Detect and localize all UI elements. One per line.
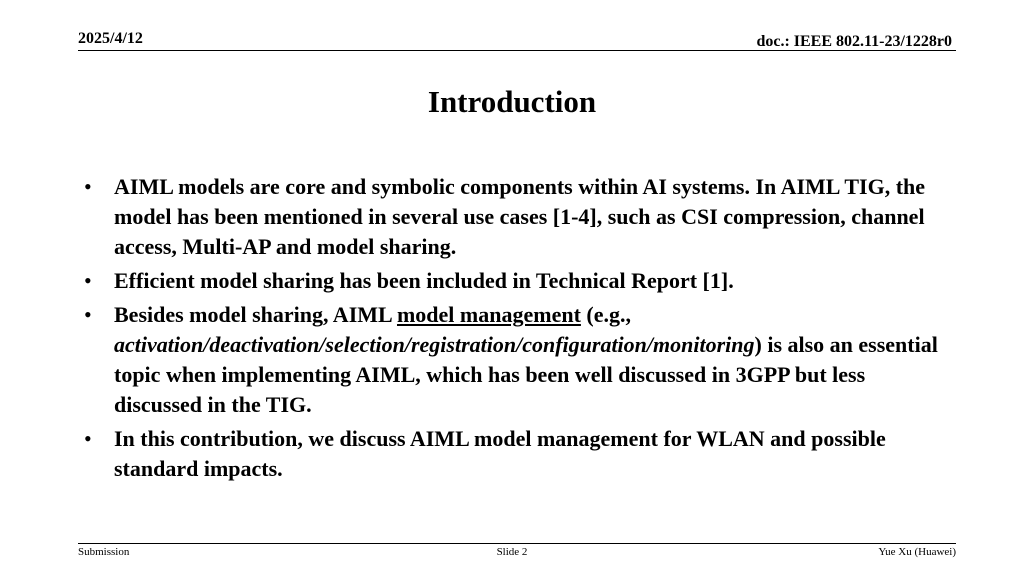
bullet-icon: • — [84, 268, 92, 293]
footer-slide-number: Slide 2 — [496, 546, 528, 558]
header-rule — [78, 50, 956, 51]
footer-author: Yue Xu (Huawei) — [878, 546, 956, 558]
bullet-icon: • — [84, 302, 92, 327]
bullet-text-italic: activation/deactivation/selection/registration/configuration/monitoring — [114, 332, 755, 357]
bullet-item-4 — [84, 424, 954, 484]
footer-submission: Submission — [78, 546, 130, 558]
bullet-text-prefix: Besides model sharing, AIML — [114, 302, 397, 327]
bullet-text-mid: (e.g., — [580, 302, 631, 327]
bullet-icon: • — [84, 174, 92, 199]
bullet-text-underlined: model management — [396, 302, 581, 327]
bullet-item-3 — [84, 300, 954, 420]
bullet-item-2 — [84, 266, 954, 296]
header-doc-id: doc.: IEEE 802.11-23/1228r0 — [756, 33, 952, 50]
bullet-icon: • — [84, 426, 92, 451]
bullet-text-suffix: ) is also an essential topic when implementing AIML, which has been well discussed in 3GPP but less discussed in the TIG. — [114, 332, 938, 417]
bullet-item-1 — [84, 172, 954, 262]
header-date: 2025/4/12 — [78, 30, 143, 47]
slide-title: Introduction — [427, 84, 597, 119]
bullet-text: AIML models are core and symbolic components within AI systems. In AIML TIG, the model has been mentioned in several use cases [1-4], such as CSI compression, channel access, Multi-AP and model sharing. — [114, 174, 926, 259]
bullet-text: Efficient model sharing has been included in Technical Report [1]. — [114, 268, 734, 293]
footer-rule — [78, 543, 956, 544]
bullet-text: In this contribution, we discuss AIML model management for WLAN and possible standard impacts. — [114, 426, 886, 481]
bullet-list — [84, 172, 954, 488]
